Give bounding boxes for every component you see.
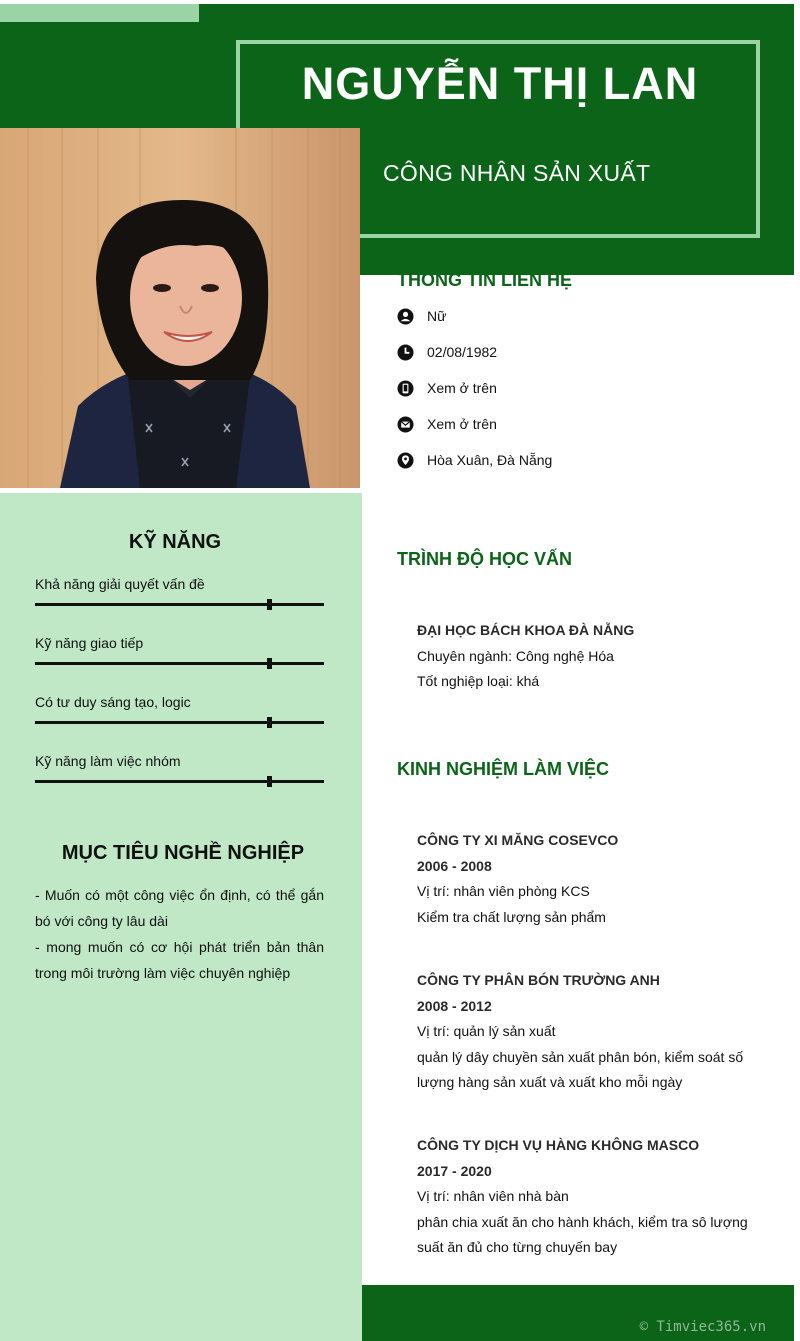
experience-title: KINH NGHIỆM LÀM VIỆC (397, 759, 610, 779)
company-name: CÔNG TY XI MĂNG COSEVCO (417, 832, 619, 848)
profile-photo (0, 128, 360, 488)
skills-title: KỸ NĂNG (128, 531, 222, 553)
skill-bar (35, 662, 324, 665)
skill-level-marker (267, 717, 272, 728)
skill-label: Khả năng giải quyết vấn đề (35, 576, 205, 592)
skill-level-marker (267, 658, 272, 669)
phone-value: Xem ở trên (427, 380, 497, 396)
job-entry (417, 1133, 757, 1261)
address-value: Hòa Xuân, Đà Nẵng (427, 452, 553, 468)
education-title: TRÌNH ĐỘ HỌC VẤN (397, 549, 572, 569)
skill-label: Kỹ năng giao tiếp (35, 635, 144, 651)
job-position: Vị trí: nhân viên phòng KCS (417, 883, 590, 899)
job-years: 2017 - 2020 (417, 1162, 492, 1179)
skill-label: Có tư duy sáng tạo, logic (35, 694, 191, 710)
job-years: 2008 - 2012 (417, 997, 492, 1014)
contact-title: THÔNG TIN LIÊN HỆ (397, 270, 572, 290)
phone-icon (397, 380, 414, 397)
job-position: Vị trí: nhân viên nhà bàn (417, 1188, 569, 1204)
skill-level-marker (267, 599, 272, 610)
major: Chuyên ngành: Công nghệ Hóa (417, 647, 614, 664)
email-value: Xem ở trên (427, 416, 497, 432)
objective-text (35, 882, 324, 986)
accent-strip (0, 4, 199, 22)
birthday-value: 02/08/1982 (427, 344, 498, 360)
email-icon (397, 416, 414, 433)
objective-line: - mong muốn có cơ hội phát triển bản thân trong môi trường làm việc chuyên nghiệp (35, 939, 324, 981)
job-description: quản lý dây chuyền sản xuất phân bón, kiểm soát số lượng hàng sản xuất và xuất kho mỗi ngày (417, 1048, 744, 1090)
contact-email (397, 413, 497, 435)
contact-phone (397, 377, 497, 399)
job-title: CÔNG NHÂN SẢN XUẤT (383, 160, 651, 186)
location-icon (397, 452, 414, 469)
school-name: ĐẠI HỌC BÁCH KHOA ĐÀ NẴNG (417, 622, 635, 638)
objective-title: MỤC TIÊU NGHỀ NGHIỆP (61, 842, 305, 864)
skill-bar (35, 780, 324, 783)
candidate-name: NGUYỄN THỊ LAN (301, 58, 699, 109)
job-description: phân chia xuất ăn cho hành khách, kiểm tra sô lượng suất ăn đủ cho từng chuyến bay (417, 1213, 748, 1255)
job-position: Vị trí: quản lý sản xuất (417, 1023, 556, 1039)
contact-address (397, 449, 552, 471)
objective-line: - Muốn có một công việc ổn định, có thể gắn bó với công ty lâu dài (35, 887, 324, 929)
contact-birthday (397, 341, 497, 363)
education-entry (417, 618, 757, 695)
footer-watermark: © Timviec365.vn (639, 1319, 766, 1335)
company-name: CÔNG TY DỊCH VỤ HÀNG KHÔNG MASCO (417, 1137, 700, 1153)
job-description: Kiểm tra chất lượng sản phẩm (417, 908, 606, 925)
footer-band (362, 1285, 794, 1341)
graduation-grade: Tốt nghiệp loại: khá (417, 673, 540, 689)
person-icon (397, 308, 414, 325)
job-entry (417, 828, 757, 930)
gender-value: Nữ (427, 308, 447, 324)
company-name: CÔNG TY PHÂN BÓN TRƯỜNG ANH (417, 972, 660, 988)
job-entry (417, 968, 757, 1096)
skill-bar (35, 603, 324, 606)
skill-bar (35, 721, 324, 724)
contact-gender (397, 305, 446, 327)
skill-label: Kỹ năng làm việc nhóm (35, 753, 181, 769)
clock-icon (397, 344, 414, 361)
job-years: 2006 - 2008 (417, 857, 492, 874)
skill-level-marker (267, 776, 272, 787)
